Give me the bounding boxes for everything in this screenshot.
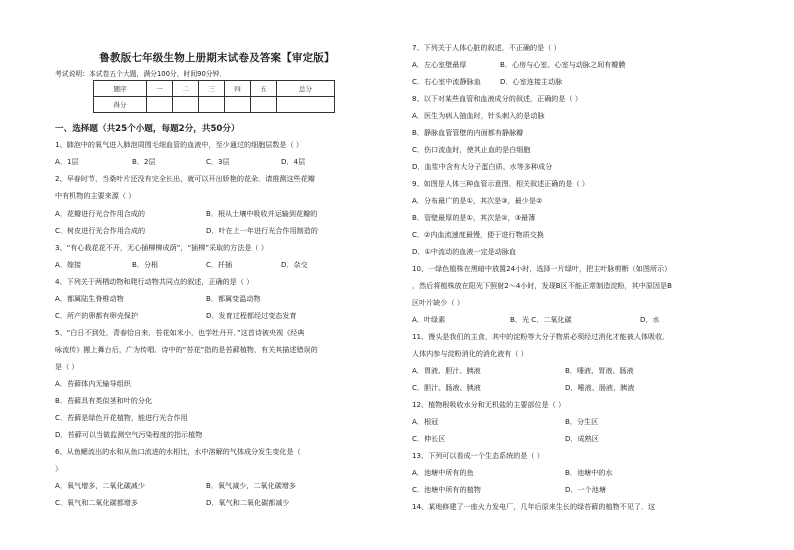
option: C．②内血流速度最慢，便于进行物质交换: [412, 230, 544, 239]
option: D．唾液、肠液、胰液: [565, 383, 635, 392]
option: D．血浆中含有大分子蛋白质、水等多种成分: [412, 162, 553, 171]
option: B．都属变温动物: [206, 294, 261, 303]
option: D．氧气和二氧化碳都减少: [206, 498, 290, 507]
option: C．树皮进行光合作用合成的: [55, 226, 146, 235]
option: C．伤口流血时，使其止血的是白细胞: [412, 145, 531, 154]
exam-instructions: 考试说明：本试卷五个大题，满分100分，时间90分钟．: [55, 70, 227, 78]
option: D．①中流动的血液一定是动脉血: [412, 247, 517, 256]
option: D．发育过程都经过变态发育: [206, 311, 297, 320]
question-9: 9、如图是人体三种血管示意图，相关叙述正确的是（ ）: [412, 179, 590, 188]
option: B．光 C．二氧化碳: [510, 315, 572, 324]
option: D．成熟区: [565, 434, 599, 443]
question-12: 12、植物根吸收水分和无机盐的主要部位是（ ）: [412, 400, 566, 409]
score-cell: [199, 97, 225, 113]
question-10-cont: 区叶片缺少（ ）: [412, 298, 464, 307]
option: A．氧气增多，二氧化碳减少: [55, 481, 145, 490]
option: D．苔藓可以当做监测空气污染程度的指示植物: [55, 430, 203, 439]
question-3: 3、“有心栽花花不开，无心插柳柳成荫”，“插柳”采取的方法是（ ）: [55, 243, 268, 252]
option: B．池塘中的水: [565, 468, 613, 477]
option: A．1层: [55, 157, 79, 166]
score-table-score-row: [94, 97, 335, 113]
question-2-cont: 中有机物的主要来源（ ）: [55, 191, 136, 200]
option: B．唾液、胃液、肠液: [565, 366, 634, 375]
option: C．右心室中流静脉血: [412, 77, 481, 86]
question-10: 10、一绿色植株在黑暗中放置24小时，选择一片绿叶，把主叶脉剪断（如图所示）: [412, 264, 672, 273]
question-5-cont: 咏流传》搬上舞台后，广为传唱．诗中的“苔花”指的是苔藓植物，有关其描述错误的: [55, 345, 318, 354]
option: B．静脉血管管壁的内面都有静脉瓣: [412, 128, 524, 137]
option: C．胆汁、肠液、胰液: [412, 383, 481, 392]
option: C．扦插: [206, 260, 233, 269]
question-5: 5、“白日不到处，青春恰自来．苔花如米小，也学牡丹开．”这首诗被央视《经典: [55, 328, 305, 337]
option: C．伸长区: [412, 434, 446, 443]
score-cell: 总分: [277, 81, 335, 97]
option: C．3层: [206, 157, 230, 166]
option: B．根从土壤中吸收并运输到花瓣的: [206, 209, 318, 218]
option: A．都属陆生脊椎动物: [55, 294, 124, 303]
score-cell: 五: [251, 81, 277, 97]
question-7: 7、下列关于人体心脏的叙述，不正确的是（ ）: [412, 43, 561, 52]
question-4: 4、下列关于两栖动物和爬行动物共同点的叙述，正确的是（ ）: [55, 277, 254, 286]
score-cell: 一: [147, 81, 173, 97]
option: D．心室连接主动脉: [500, 77, 563, 86]
score-cell: [225, 97, 251, 113]
option: A．嫁接: [55, 260, 82, 269]
option: D．水: [640, 315, 660, 324]
option: B．分根: [132, 260, 159, 269]
option: A．苔藓体内无输导组织: [55, 379, 131, 388]
option: C．池塘中所有的植物: [412, 485, 481, 494]
question-14: 14、某地修建了一座火力发电厂，几年后原来生长的绿苔藓的植物不见了．这: [412, 502, 656, 511]
question-5-cont: 是（ ）: [55, 362, 79, 371]
option: B．管壁最厚的是①，其次是②，③最薄: [412, 213, 536, 222]
option: B．2层: [132, 157, 156, 166]
score-cell: [251, 97, 277, 113]
option: C．苔藓是绿色开花植物，能进行光合作用: [55, 413, 188, 422]
option: B．氧气减少，二氧化碳增多: [206, 481, 296, 490]
option: A．左心室壁最厚: [412, 60, 467, 69]
score-table-header-row: [94, 81, 335, 97]
option: A．池塘中所有的鱼: [412, 468, 474, 477]
question-11-cont: 人体内参与淀粉消化的消化液有（ ）: [412, 349, 528, 358]
page-title: 鲁教版七年级生物上册期末试卷及答案【审定版】: [99, 52, 335, 64]
question-8: 8、以下对某些血管和血液成分的叙述，正确的是（ ）: [412, 94, 582, 103]
option: B．心房与心室、心室与动脉之间有瓣膜: [500, 60, 626, 69]
question-11: 11、馒头是我们的主食，其中的淀粉等大分子物质必须经过消化才能被人体吸收．: [412, 332, 670, 341]
option: D．4层: [281, 157, 306, 166]
option: D．叶在上一年进行光合作用制造的: [206, 226, 318, 235]
question-1: 1、肺泡中的氧气进入肺泡周围毛细血管的血液中，至少通过的细胞层数是（ ）: [55, 140, 303, 149]
score-cell: 四: [225, 81, 251, 97]
option: D．杂交: [281, 260, 308, 269]
option: D．一个池塘: [565, 485, 606, 494]
option: B．苔藓具有类似茎和叶的分化: [55, 396, 153, 405]
option: C．氧气和二氧化碳都增多: [55, 498, 138, 507]
score-cell: 二: [173, 81, 199, 97]
question-2: 2、早春时节，当桑叶片还没有完全长出，就可以开出娇艳的花朵．请推测这些花瓣: [55, 174, 315, 183]
option: A．胃液、胆汁、胰液: [412, 366, 481, 375]
question-13: 13、下列可以看成一个生态系统的是（ ）: [412, 451, 544, 460]
option: B．分生区: [565, 417, 599, 426]
question-10-cont: ，然后将植株放在阳光下照射2～4小时，发现B区不能正常制造淀粉，其中原因是B: [412, 281, 672, 290]
score-cell: 题序: [94, 81, 147, 97]
question-6: 6、从鱼鳃流出的水和从鱼口流进的水相比，水中溶解的气体成分发生变化是（: [55, 447, 301, 456]
option: A．分布最广的是①，其次是③，最少是②: [412, 196, 543, 205]
option: A．花瓣进行光合作用合成的: [55, 209, 145, 218]
score-cell: [173, 97, 199, 113]
option: A．根冠: [412, 417, 439, 426]
section-heading: 一、选择题（共25个小题，每题2分，共50分）: [55, 124, 240, 134]
score-cell: [147, 97, 173, 113]
score-table: [93, 80, 335, 113]
question-6-cont: ）: [55, 464, 63, 473]
score-cell: [277, 97, 335, 113]
score-cell: 得分: [94, 97, 147, 113]
option: A．医生为病人抽血时，针头刺入的是动脉: [412, 111, 545, 120]
score-cell: 三: [199, 81, 225, 97]
option: A．叶绿素: [412, 315, 446, 324]
option: C．所产的卵都有卵壳保护: [55, 311, 138, 320]
